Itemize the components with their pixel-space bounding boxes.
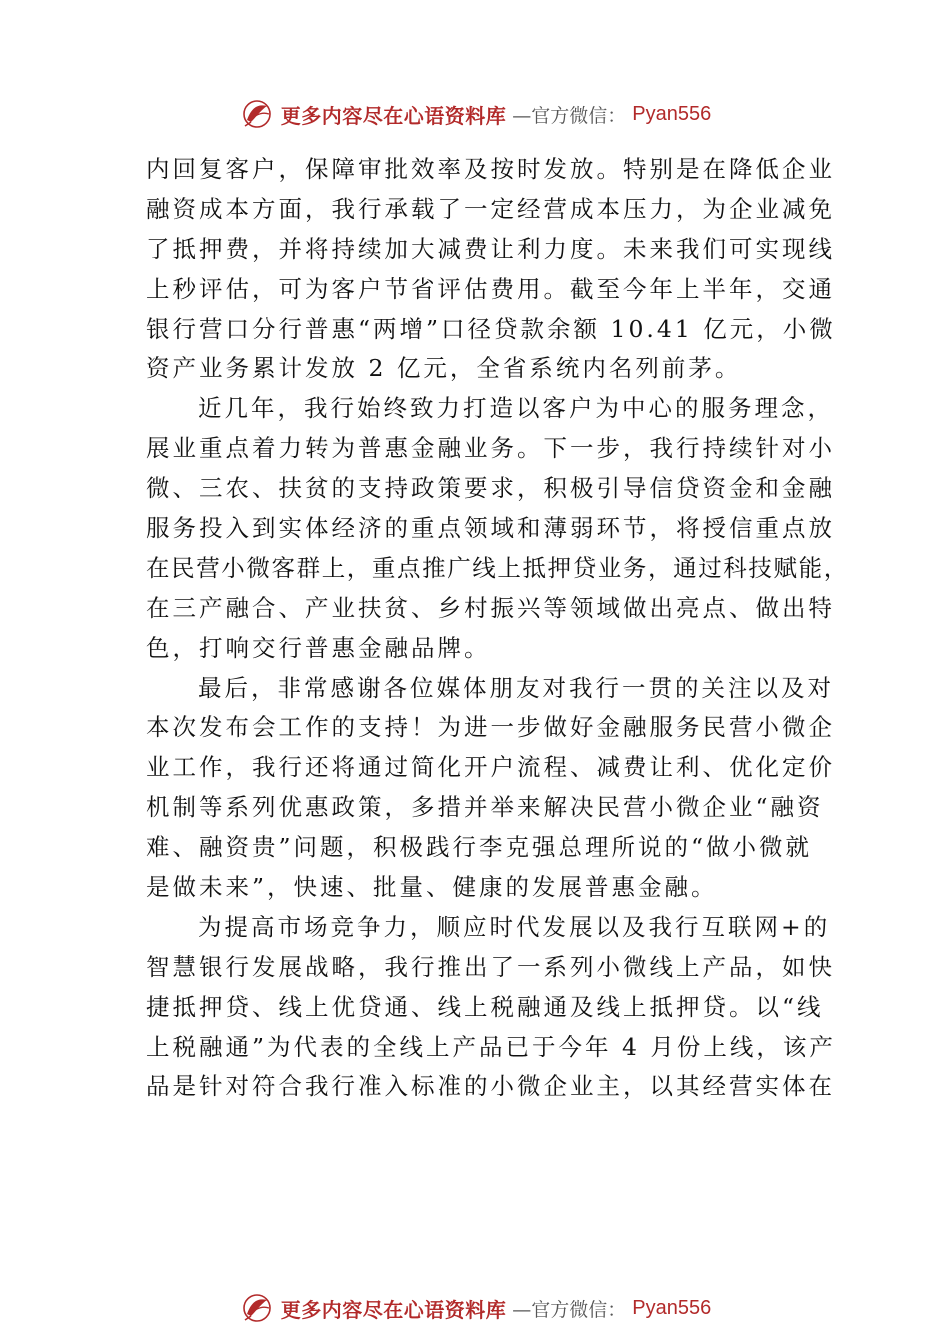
watermark-label: —官方微信： xyxy=(512,1298,627,1321)
text-line: 在民营小微客群上，重点推广线上抵押贷业务，通过科技赋能， xyxy=(146,553,849,582)
watermark-label: —官方微信： xyxy=(512,104,627,127)
text-line: 资产业务累计发放 2 亿元，全省系统内名列前茅。 xyxy=(146,354,742,383)
text-line: 微、三农、扶贫的支持政策要求，积极引导信贷资金和金融 xyxy=(146,474,835,503)
text-line: 了抵押费，并将持续加大减费让利力度。未来我们可实现线 xyxy=(146,234,835,263)
text-line: 上税融通”为代表的全线上产品已于今年 4 月份上线，该产 xyxy=(146,1032,836,1061)
text-line: 难、融资贵”问题，积极践行李克强总理所说的“做小微就 xyxy=(146,833,813,862)
text-line: 银行营口分行普惠“两增”口径贷款余额 10.41 亿元，小微 xyxy=(146,314,836,343)
document-body xyxy=(146,150,849,1107)
text-line: 机制等系列优惠政策，多措并举来解决民营小微企业“融资 xyxy=(146,793,824,822)
text-line: 融资成本方面，我行承载了一定经营成本压力，为企业减免 xyxy=(146,194,835,223)
text-line: 上秒评估，可为客户节省评估费用。截至今年上半年，交通 xyxy=(146,274,835,303)
watermark-handle: Pyan556 xyxy=(632,102,712,125)
text-line: 捷抵押贷、线上优贷通、线上税融通及线上抵押贷。以“线 xyxy=(146,992,824,1021)
watermark-text: 更多内容尽在心语资料库 xyxy=(280,1297,507,1322)
watermark-text: 更多内容尽在心语资料库 xyxy=(280,103,507,128)
text-line: 品是针对符合我行准入标准的小微企业主，以其经营实体在 xyxy=(146,1072,835,1101)
text-line: 是做未来”，快速、批量、健康的发展普惠金融。 xyxy=(146,873,718,902)
signature-pen-icon xyxy=(239,1290,275,1326)
watermark-handle: Pyan556 xyxy=(632,1296,712,1319)
text-line: 智慧银行发展战略，我行推出了一系列小微线上产品，如快 xyxy=(146,952,835,981)
text-line: 业工作，我行还将通过简化开户流程、减费让利、优化定价 xyxy=(146,753,835,782)
text-line: 内回复客户，保障审批效率及按时发放。特别是在降低企业 xyxy=(146,155,835,183)
text-line: 展业重点着力转为普惠金融业务。下一步，我行持续针对小 xyxy=(146,434,835,463)
header-watermark xyxy=(0,94,950,134)
text-line: 为提高市场竞争力，顺应时代发展以及我行互联网+的 xyxy=(198,912,831,941)
signature-pen-icon xyxy=(239,96,275,132)
text-line: 近几年，我行始终致力打造以客户为中心的服务理念， xyxy=(198,394,834,423)
text-line: 色，打响交行普惠金融品牌。 xyxy=(146,633,491,662)
text-line: 本次发布会工作的支持！为进一步做好金融服务民营小微企 xyxy=(146,713,835,742)
footer-watermark xyxy=(0,1288,950,1328)
text-line: 在三产融合、产业扶贫、乡村振兴等领域做出亮点、做出特 xyxy=(146,593,835,622)
text-line: 服务投入到实体经济的重点领域和薄弱环节，将授信重点放 xyxy=(146,514,835,543)
text-line: 最后，非常感谢各位媒体朋友对我行一贯的关注以及对 xyxy=(198,673,834,702)
